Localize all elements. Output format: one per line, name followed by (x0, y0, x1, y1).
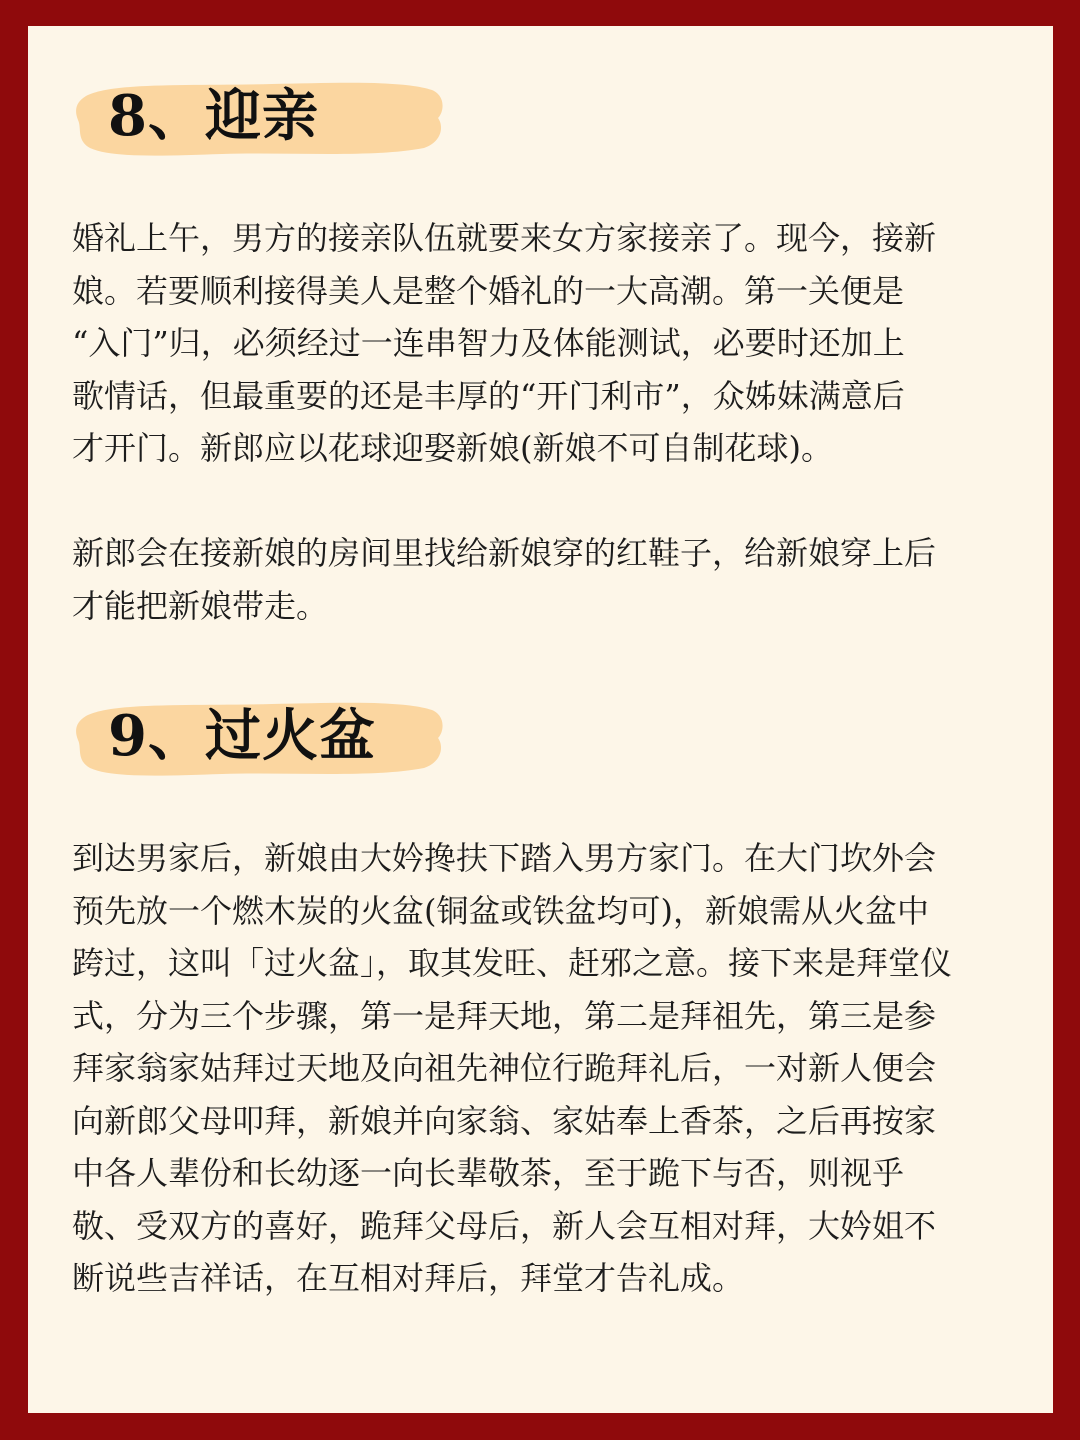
section-8-heading (72, 74, 444, 160)
text-line: 式，分为三个步骤，第一是拜天地，第二是拜祖先，第三是参 (72, 996, 937, 1035)
text-line: 到达男家后，新娘由大妗搀扶下踏入男方家门。在大门坎外会 (72, 839, 937, 877)
text-line: 断说些吉祥话，在互相对拜后，拜堂才告礼成。 (72, 1259, 745, 1297)
text-line: 敬、受双方的喜好，跪拜父母后，新人会互相对拜，大妗姐不 (72, 1206, 937, 1245)
text-line: 拜家翁家姑拜过天地及向祖先神位行跪拜礼后，一对新人便会 (72, 1049, 937, 1087)
text-line: 才能把新娘带走。 (72, 586, 329, 625)
text-line: 新郎会在接新娘的房间里找给新娘穿的红鞋子，给新娘穿上后 (72, 534, 937, 572)
text-line: 歌情话，但最重要的还是丰厚的“开门利市”，众姊妹满意后 (72, 376, 905, 415)
text-line: “入门”归，必须经过一连串智力及体能测试，必要时还加上 (72, 324, 905, 362)
text-line: 预先放一个燃木炭的火盆(铜盆或铁盆均可)，新娘需从火盆中 (72, 891, 929, 930)
section-9-heading (72, 694, 444, 780)
text-line: 向新郎父母叩拜，新娘并向家翁、家姑奉上香茶，之后再按家 (72, 1101, 937, 1140)
text-line: 中各人辈份和长幼逐一向长辈敬茶，至于跪下与否，则视乎 (72, 1154, 905, 1192)
text-line: 跨过，这叫「过火盆」，取其发旺、赶邪之意。接下来是拜堂仪 (72, 944, 953, 982)
section-9-title: 9、过火盆 (108, 703, 376, 769)
section-8-title: 8、迎亲 (108, 83, 319, 149)
text-line: 娘。若要顺利接得美人是整个婚礼的一大高潮。第一关便是 (72, 271, 905, 310)
paper-background (28, 26, 1053, 1413)
section-8-paragraph-2 (72, 527, 1012, 632)
section-9-paragraph (72, 832, 1012, 1305)
text-line: 婚礼上午，男方的接亲队伍就要来女方家接亲了。现今，接新 (72, 219, 937, 257)
section-8-paragraph-1 (72, 212, 1012, 475)
text-line: 才开门。新郎应以花球迎娶新娘(新娘不可自制花球)。 (72, 429, 833, 467)
